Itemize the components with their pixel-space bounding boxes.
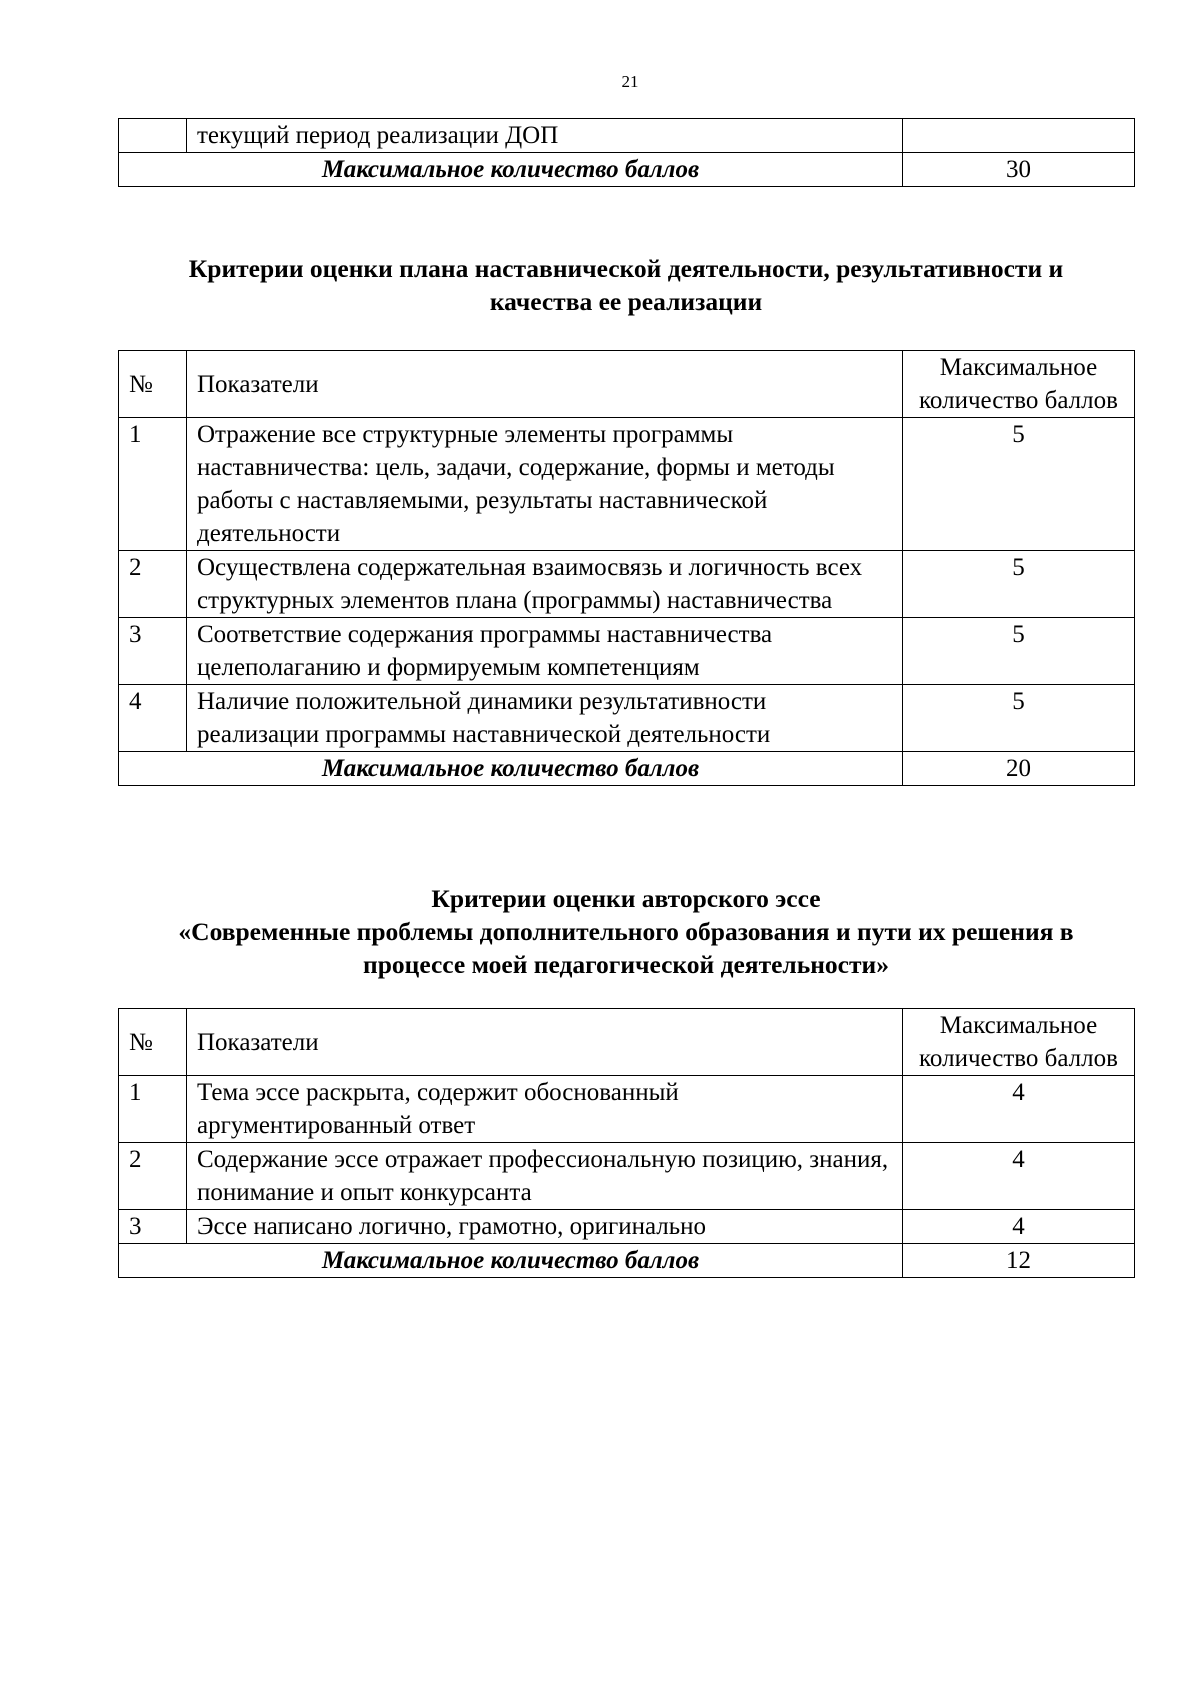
section2-heading [118,882,1134,981]
table-row [119,618,1135,685]
continuation-table [118,118,1135,187]
total-label: Максимальное количество баллов [119,1244,903,1278]
total-value: 30 [903,153,1135,187]
section2-heading-line2: «Современные проблемы дополнительного образования и пути их решения в [178,917,1074,946]
section2-heading-line3: процессе моей педагогической деятельности» [363,950,889,979]
row-text: Содержание эссе отражает профессиональную позицию, знания, понимание и опыт конкурсанта [187,1143,903,1210]
row-num: 1 [119,1076,187,1143]
section1-heading-line2: качества ее реализации [489,287,763,316]
row-max: 4 [903,1210,1135,1244]
total-label: Максимальное количество баллов [119,153,903,187]
header-indicators: Показатели [187,1009,903,1076]
total-value: 12 [903,1244,1135,1278]
header-num: № [119,1009,187,1076]
row-text: Осуществлена содержательная взаимосвязь и логичность всех структурных элементов плана (программы) наставничества [187,551,903,618]
header-max: Максимальное количество баллов [903,1009,1135,1076]
row-max: 5 [903,551,1135,618]
indicator-cell: текущий период реализации ДОП [187,119,903,153]
header-indicators: Показатели [187,351,903,418]
row-num: 4 [119,685,187,752]
total-row [119,752,1135,786]
header-max: Максимальное количество баллов [903,351,1135,418]
table-row [119,418,1135,551]
total-row [119,1244,1135,1278]
table-row [119,1076,1135,1143]
table-row [119,1210,1135,1244]
header-row [119,351,1135,418]
total-value: 20 [903,752,1135,786]
total-row [119,153,1135,187]
mentoring-criteria-table [118,350,1135,786]
row-text: Эссе написано логично, грамотно, оригинально [187,1210,903,1244]
num-cell [119,119,187,153]
page-number: 21 [621,72,639,91]
row-num: 2 [119,551,187,618]
table-row [119,685,1135,752]
row-num: 2 [119,1143,187,1210]
row-max: 4 [903,1143,1135,1210]
section2-heading-line1: Критерии оценки авторского эссе [431,884,821,913]
table-row [119,119,1135,153]
row-text: Отражение все структурные элементы программы наставничества: цель, задачи, содержание, формы и методы работы с наставляемыми, результаты наставнической деятельности [187,418,903,551]
row-num: 1 [119,418,187,551]
row-num: 3 [119,618,187,685]
section1-heading-line1: Критерии оценки плана наставнической деятельности, результативности и [188,254,1064,283]
total-label: Максимальное количество баллов [119,752,903,786]
row-num: 3 [119,1210,187,1244]
section1-heading [118,252,1134,318]
row-text: Тема эссе раскрыта, содержит обоснованный аргументированный ответ [187,1076,903,1143]
row-text: Соответствие содержания программы наставничества целеполаганию и формируемым компетенциям [187,618,903,685]
table-row [119,551,1135,618]
table-row [119,1143,1135,1210]
row-max: 5 [903,618,1135,685]
row-max: 5 [903,418,1135,551]
row-max: 4 [903,1076,1135,1143]
header-row [119,1009,1135,1076]
row-text: Наличие положительной динамики результативности реализации программы наставнической деятельности [187,685,903,752]
header-num: № [119,351,187,418]
row-max: 5 [903,685,1135,752]
max-cell [903,119,1135,153]
essay-criteria-table [118,1008,1135,1278]
